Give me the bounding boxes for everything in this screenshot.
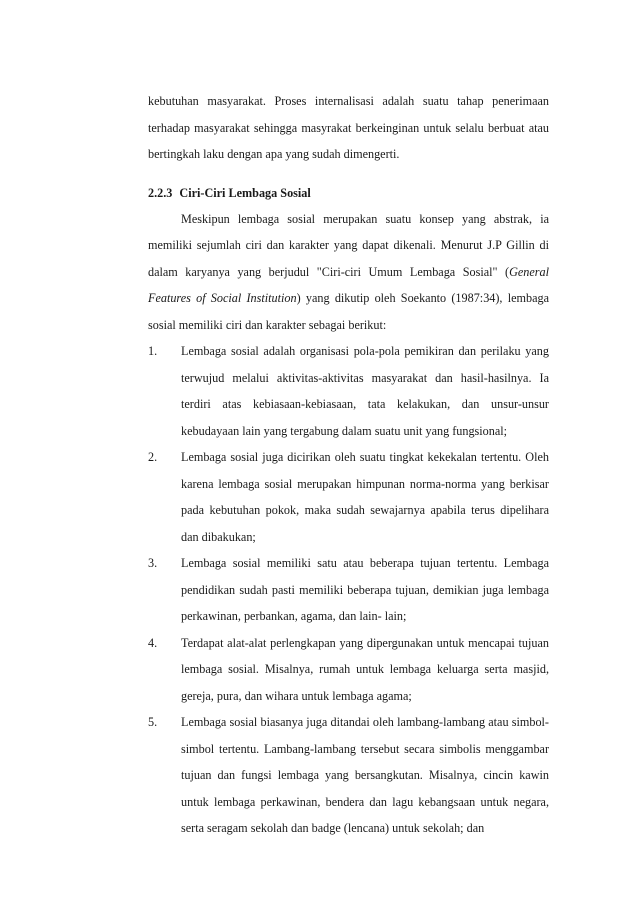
characteristics-list (148, 338, 549, 842)
list-item (148, 338, 549, 444)
intro-paragraph: kebutuhan masyarakat. Proses internalisasi adalah suatu tahap penerimaan terhadap masyarakat sehingga masyrakat berkeinginan untuk selalu berbuat atau bertingkah laku dengan apa yang sudah dimengerti. (148, 94, 549, 161)
list-item-text: Lembaga sosial biasanya juga ditandai oleh lambang-lambang atau simbol-simbol tertentu. Lambang-lambang tersebut secara simbolis menggambar tujuan dan fungsi lembaga yang bersangkutan. Misalnya, cincin kawin untuk lembaga perkawinan, bendera dan lagu kebangsaan untuk negara, serta seragam sekolah dan badge (lencana) untuk sekolah; dan (181, 715, 549, 835)
list-item-number: 2. (148, 450, 158, 464)
list-item-number: 1. (148, 344, 158, 358)
paragraph-text-2: ) yang dikutip oleh Soekanto (1987:34), lembaga sosial memiliki ciri dan karakter sebagai berikut: (148, 291, 549, 332)
list-item (148, 630, 549, 710)
paragraph-italic-title: General Features of Social Institution (148, 264, 549, 305)
list-item-number: 4. (148, 635, 158, 650)
list-item-text: Lembaga sosial memiliki satu atau beberapa tujuan tertentu. Lembaga pendidikan sudah pasti memiliki beberapa tujuan, demikian juga lembaga perkawinan, perbankan, agama, dan lain- lain; (181, 556, 549, 623)
list-item-number: 5. (148, 715, 158, 729)
section-heading (148, 180, 549, 206)
section-title: Ciri-Ciri Lembaga Sosial (179, 185, 311, 200)
list-item-text: Terdapat alat-alat perlengkapan yang dipergunakan untuk mencapai tujuan lembaga sosial. Misalnya, rumah untuk lembaga keluarga serta masjid, gereja, pura, dan wihara untuk lembaga agama; (181, 635, 549, 703)
list-item-text: Lembaga sosial adalah organisasi pola-pola pemikiran dan perilaku yang terwujud melalui aktivitas-aktivitas masyarakat dan hasil-hasilnya. Ia terdiri atas kebiasaan-kebiasaan, tata kelakukan, dan unsur-unsur kebudayaan lain yang tergabung dalam suatu unit yang fungsional; (181, 344, 549, 438)
list-item (148, 550, 549, 630)
list-item-number: 3. (148, 556, 158, 570)
list-item (148, 709, 549, 842)
section-number: 2.2.3 (148, 185, 173, 200)
paragraph-text-1: Meskipun lembaga sosial merupakan suatu konsep yang abstrak, ia memiliki sejumlah ciri dan karakter yang dapat dikenali. Menurut J.P Gillin di dalam karyanya yang berjudul "Ciri-ciri Umum Lembaga Sosial" ( (148, 211, 549, 279)
body-paragraph (148, 206, 549, 339)
list-item (148, 444, 549, 550)
list-item-text: Lembaga sosial juga dicirikan oleh suatu tingkat kekekalan tertentu. Oleh karena lembaga sosial merupakan himpunan norma-norma yang berkisar pada kebutuhan pokok, maka sudah sewajarnya apabila terus dipelihara dan dibakukan; (181, 450, 549, 544)
document-page (148, 88, 549, 842)
